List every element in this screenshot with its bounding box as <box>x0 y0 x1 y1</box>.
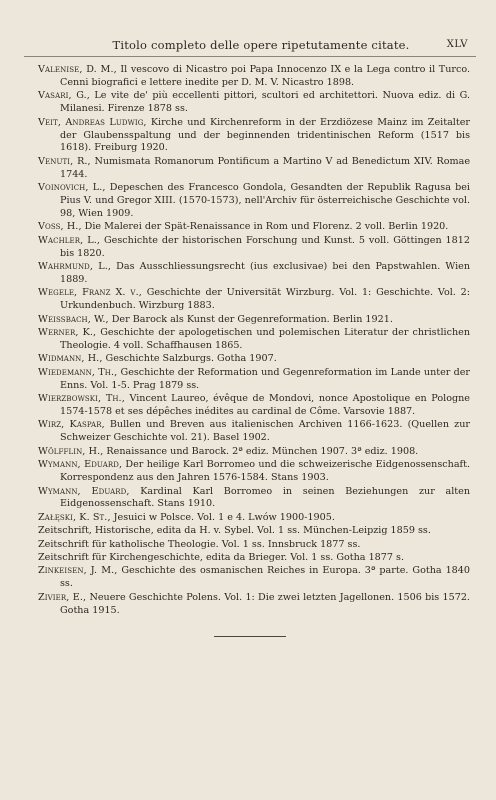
entry-text: Die Malerei der Spät-Renaissance in Rom und Florenz. 2 voll. Berlin 1920. <box>81 221 449 233</box>
bibliography-entry <box>38 552 470 565</box>
entry-author: Zivier, E., <box>38 591 87 603</box>
bibliography-entry <box>38 156 470 182</box>
entry-author: Wiedemann, Th., <box>38 366 118 378</box>
entry-text: Das Ausschliessungsrecht (ius exclusivae) bei den Papstwahlen. Wien 1889. <box>60 261 471 285</box>
bibliography-entry <box>38 117 470 156</box>
entry-text: Geschichte Salzburgs. Gotha 1907. <box>102 353 277 365</box>
entry-text: Bullen und Breven aus italienischen Archiven 1166-1623. (Quellen zur Schweizer Geschichte vol. 21). Basel 1902. <box>60 419 470 444</box>
entry-text: Neuere Geschichte Polens. Vol. 1: Die zwei letzten Jagellonen. 1506 bis 1572. Gotha 1915. <box>60 591 470 616</box>
entry-author: Veit, Andreas Ludwig, <box>38 116 147 128</box>
entry-author: Zinkeisen, J. M., <box>38 565 118 577</box>
entry-text: Geschichte der historischen Forschung und Kunst. 5 voll. Göttingen 1812 bis 1820. <box>60 234 470 259</box>
entry-text: Jesuici w Polsce. Vol. 1 e 4. Lwów 1900-1905. <box>110 511 335 523</box>
bibliography-list <box>38 64 470 618</box>
entry-text: Il vescovo di Nicastro poi Papa Innocenzo IX e la Lega contro il Turco. Cenni biografici e lettere inedite per D. M. V. Nicastro 1898. <box>60 64 470 88</box>
bibliography-entry <box>38 287 470 313</box>
entry-text: Der Barock als Kunst der Gegenreformation. Berlin 1921. <box>108 313 393 325</box>
bibliography-entry <box>38 182 470 221</box>
entry-text: Geschichte der apologetischen und polemischen Literatur der christlichen Theologie. 4 voll. Schaffhausen 1865. <box>60 327 470 352</box>
entry-author: Widmann, H., <box>38 353 103 365</box>
page-number: XLV <box>446 39 468 50</box>
entry-author: Wirz, Kaspar, <box>38 419 105 431</box>
bibliography-entry <box>38 353 470 366</box>
bibliography-entry <box>38 64 470 90</box>
entry-text: Zeitschrift, Historische, edita da H. v. Sybel. Vol. 1 ss. München-Leipzig 1859 ss. <box>38 525 431 537</box>
entry-author: Weissbach, W., <box>38 313 109 325</box>
bibliography-entry <box>38 446 470 459</box>
entry-text: Geschichte der Universität Wirzburg. Vol. 1: Geschichte. Vol. 2: Urkundenbuch. Wirzburg 1883. <box>60 287 470 312</box>
entry-text: Renaissance und Barock. 2ª ediz. München 1907. 3ª ediz. 1908. <box>103 445 419 457</box>
entry-author: Wahrmund, L., <box>38 261 112 273</box>
entry-text: Numismata Romanorum Pontificum a Martino V ad Benedictum XIV. Romae 1744. <box>60 155 470 180</box>
entry-author: Wegele, Franz X. v., <box>38 287 142 299</box>
entry-author: Wachler, L., <box>38 234 101 246</box>
entry-text: Zeitschrift für katholische Theologie. Vol. 1 ss. Innsbruck 1877 ss. <box>38 538 361 550</box>
bibliography-entry <box>38 512 470 525</box>
header-rule <box>24 56 476 57</box>
bibliography-entry <box>38 419 470 445</box>
bibliography-entry <box>38 221 470 234</box>
entry-text: Zeitschrift für Kirchengeschichte, edita da Brieger. Vol. 1 ss. Gotha 1877 s. <box>38 552 405 564</box>
closing-rule <box>214 636 286 637</box>
entry-author: Wierzbowski, Th., <box>38 393 125 405</box>
entry-text: Kirche und Kirchenreform in der Erzdiözese Mainz im Zeitalter der Glaubensspaltung und der beginnenden tridentinischen Reform (1517 bis 1618). Freiburg 1920. <box>60 116 470 154</box>
bibliography-entry <box>38 592 470 618</box>
entry-text: Depeschen des Francesco Gondola, Gesandten der Republik Ragusa bei Pius V. und Gregor XIII. (1570-1573), nell'Archiv für österreichische Geschichte vol. 98, Wien 1909. <box>60 182 470 219</box>
entry-text: Geschichte des osmanischen Reiches in Europa. 3ª parte. Gotha 1840 ss. <box>60 565 470 590</box>
entry-author: Wymann, Eduard, <box>38 485 130 497</box>
bibliography-entry <box>38 261 470 287</box>
running-header <box>48 38 474 56</box>
bibliography-entry <box>38 90 470 116</box>
entry-text: Geschichte der Reformation und Gegenreformation im Lande unter der Enns. Vol. 1-5. Prag 1879 ss. <box>60 366 470 391</box>
bibliography-entry <box>38 539 470 552</box>
entry-author: Voinovich, L., <box>38 182 106 194</box>
entry-author: Wymann, Eduard, <box>38 459 123 471</box>
entry-text: Le vite de' più eccellenti pittori, scultori ed architettori. Nuova ediz. di G. Milanesi. Firenze 1878 ss. <box>60 90 470 115</box>
entry-author: Wölfflin, H., <box>38 445 104 457</box>
entry-author: Voss, H., <box>38 221 82 233</box>
bibliography-entry <box>38 565 470 591</box>
bibliography-entry <box>38 235 470 261</box>
bibliography-entry <box>38 327 470 353</box>
entry-author: Valenise, D. M., <box>38 64 117 75</box>
entry-text: Kardinal Karl Borromeo in seinen Beziehungen zur alten Eidgenossenschaft. Stans 1910. <box>60 485 470 510</box>
bibliography-entry <box>38 525 470 538</box>
bibliography-entry <box>38 459 470 485</box>
bibliography-entry <box>38 486 470 512</box>
bibliography-entry <box>38 314 470 327</box>
entry-author: Załęski, K. St., <box>38 511 111 523</box>
bibliography-entry <box>38 367 470 393</box>
running-title: Titolo completo delle opere ripetutamente citate. <box>112 38 410 52</box>
bibliography-entry <box>38 393 470 419</box>
entry-text: Vincent Laureo, évêque de Mondovi, nonce Apostolique en Pologne 1574-1578 et ses dépêches inédites au cardinal de Côme. Varsovie 1887. <box>60 393 470 418</box>
entry-text: Der heilige Karl Borromeo und die schweizerische Eidgenossenschaft. Korrespondenz aus den Jahren 1576-1584. Stans 1903. <box>60 459 471 484</box>
entry-author: Werner, K., <box>38 327 97 339</box>
entry-author: Venuti, R., <box>38 155 91 167</box>
entry-author: Vasari, G., <box>38 90 90 102</box>
